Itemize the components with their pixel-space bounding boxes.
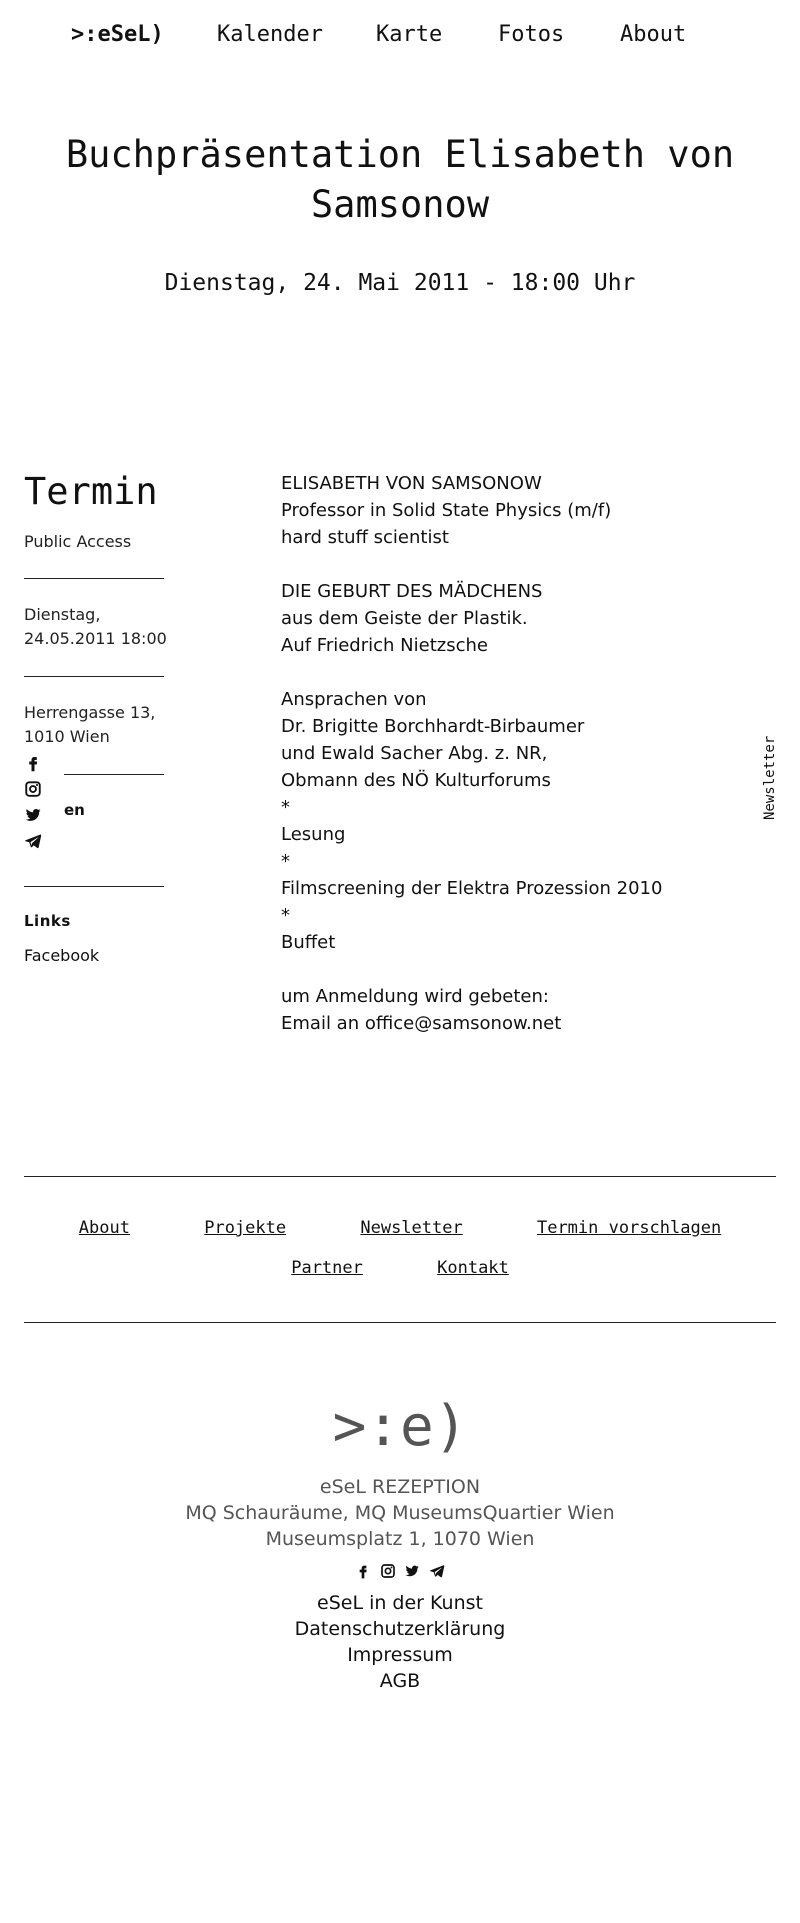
description-line: ELISABETH VON SAMSONOW (281, 473, 542, 494)
divider (64, 774, 164, 775)
description-line: Dr. Brigitte Borchhardt-Birbaumer (281, 716, 585, 737)
instagram-icon[interactable] (24, 780, 42, 798)
description-line: Auf Friedrich Nietzsche (281, 635, 488, 656)
description-line: Professor in Solid State Physics (m/f) (281, 500, 612, 521)
top-nav (0, 0, 800, 75)
description-line: Obmann des NÖ Kulturforums (281, 770, 551, 791)
description-line: aus dem Geiste der Plastik. (281, 608, 528, 629)
site-logo[interactable]: >:eSeL) (71, 22, 164, 47)
access-label: Public Access (24, 532, 132, 551)
description-line: um Anmeldung wird gebeten: (281, 986, 549, 1007)
footer-link-esel-in-der-kunst[interactable]: eSeL in der Kunst (317, 1592, 483, 1614)
footer-logo[interactable]: >:e) (332, 1394, 468, 1459)
description-line: * (281, 797, 290, 818)
footer-nav-row-1 (24, 1218, 776, 1238)
description-line (281, 659, 741, 686)
description-line: DIE GEBURT DES MÄDCHENS (281, 581, 543, 602)
address-line-1: Herrengasse 13, (24, 703, 156, 722)
twitter-icon[interactable] (404, 1563, 420, 1579)
newsletter-tab[interactable]: Newsletter (762, 735, 778, 820)
footer-link-impressum[interactable]: Impressum (347, 1644, 453, 1666)
description-line: Buffet (281, 932, 336, 953)
instagram-icon[interactable] (380, 1563, 396, 1579)
date-line-2: 24.05.2011 18:00 (24, 629, 167, 648)
nav-item-about[interactable]: About (620, 22, 687, 47)
share-icons (24, 754, 44, 858)
footer-link-about[interactable]: About (78, 1218, 130, 1238)
divider (24, 578, 164, 579)
date-line-1: Dienstag, (24, 605, 101, 624)
nav-item-karte[interactable]: Karte (376, 22, 443, 47)
nav-item-kalender[interactable]: Kalender (217, 22, 323, 47)
telegram-icon[interactable] (24, 832, 42, 850)
footer-venue-name: eSeL REZEPTION (319, 1476, 481, 1498)
facebook-icon[interactable] (24, 754, 42, 772)
address-line-2: 1010 Wien (24, 727, 110, 745)
footer-link-kontakt[interactable]: Kontakt (437, 1258, 509, 1278)
event-title: Buchpräsentation Elisabeth von Samsonow (65, 133, 735, 226)
telegram-icon[interactable] (429, 1563, 445, 1579)
description-line: und Ewald Sacher Abg. z. NR, (281, 743, 548, 764)
facebook-icon[interactable] (355, 1563, 371, 1579)
footer-link-datenschutz[interactable]: Datenschutzerklärung (294, 1618, 506, 1640)
footer-link-termin-vorschlagen[interactable]: Termin vorschlagen (536, 1218, 722, 1238)
links-heading: Links (24, 912, 71, 930)
footer-link-projekte[interactable]: Projekte (204, 1218, 287, 1238)
footer-venue-address-2: Museumsplatz 1, 1070 Wien (265, 1528, 535, 1550)
divider (24, 676, 164, 677)
description-line: hard stuff scientist (281, 527, 449, 548)
footer-link-newsletter[interactable]: Newsletter (360, 1218, 463, 1238)
nav-item-fotos[interactable]: Fotos (498, 22, 565, 47)
description-line: Ansprachen von (281, 689, 427, 710)
event-date: Dienstag, 24. Mai 2011 - 18:00 Uhr (164, 270, 636, 296)
footer-link-agb[interactable]: AGB (379, 1670, 421, 1692)
description-line: * (281, 905, 290, 926)
description-line (281, 956, 741, 983)
link-facebook[interactable]: Facebook (24, 946, 100, 965)
divider (24, 886, 164, 887)
twitter-icon[interactable] (24, 806, 42, 824)
description-line (281, 551, 741, 578)
divider (24, 1322, 776, 1323)
footer-link-partner[interactable]: Partner (291, 1258, 363, 1278)
description-line: Filmscreening der Elektra Prozession 2010 (281, 878, 663, 899)
footer-venue-address-1: MQ Schauräume, MQ MuseumsQuartier Wien (185, 1502, 615, 1524)
footer-social-icons (355, 1563, 445, 1581)
termin-heading: Termin (24, 470, 158, 513)
divider (24, 1176, 776, 1177)
description-line: Email an office@samsonow.net (281, 1013, 562, 1034)
description-line: * (281, 851, 290, 872)
description-line: Lesung (281, 824, 346, 845)
event-description (281, 470, 741, 1037)
footer-nav-row-2 (24, 1258, 776, 1278)
language-switch[interactable]: en (64, 801, 85, 819)
